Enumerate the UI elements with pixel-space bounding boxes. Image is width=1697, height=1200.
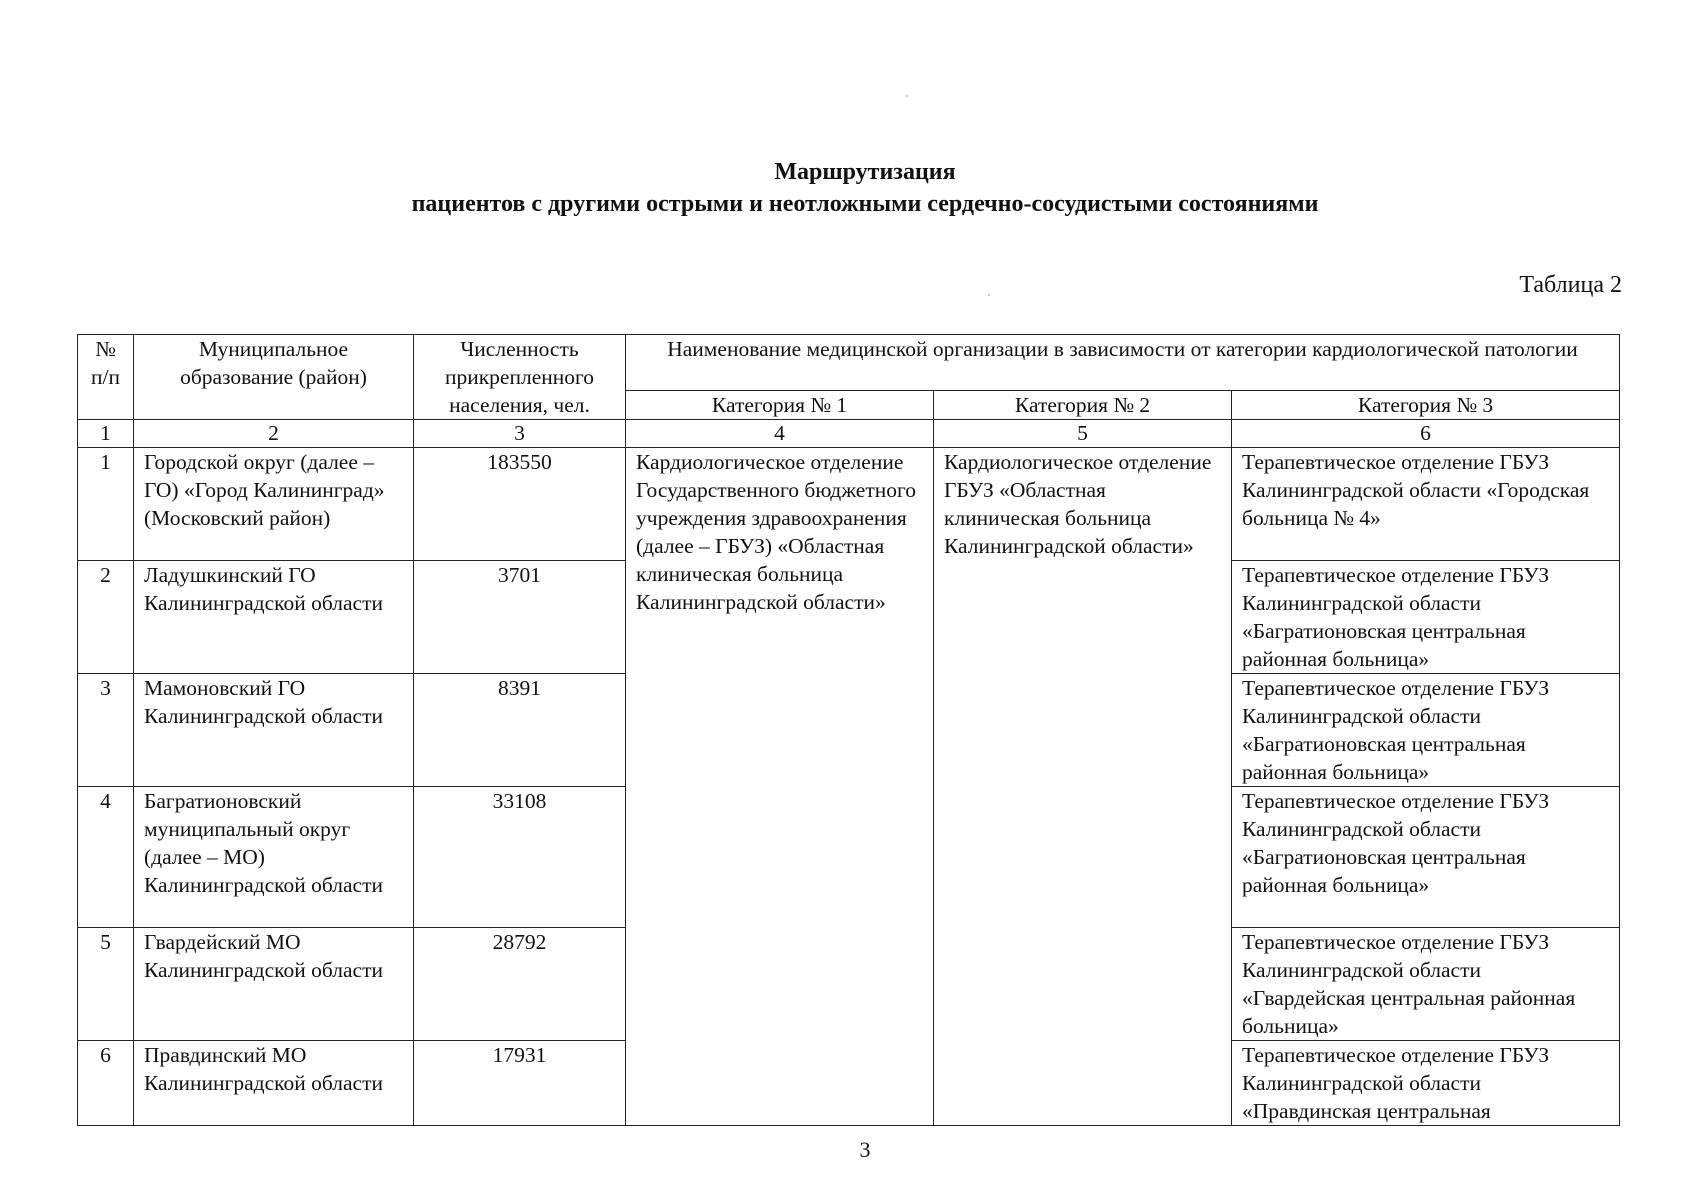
row-population: 28792: [414, 928, 626, 1041]
header-population: Численность прикрепленного населения, чел.: [414, 335, 626, 420]
row-num: 1: [78, 448, 134, 561]
row-municipality: Багратионовский муниципальный округ (далее – МО) Калининградской области: [134, 787, 414, 928]
row-cat3: Терапевтическое отделение ГБУЗ Калининградской области «Багратионовская центральная районная больница»: [1232, 787, 1620, 928]
table-label: Таблица 2: [1519, 272, 1622, 298]
header-cat1: Категория № 1: [626, 391, 934, 420]
row-cat3: Терапевтическое отделение ГБУЗ Калининградской области «Багратионовская центральная районная больница»: [1232, 561, 1620, 674]
cat2-organization: Кардиологическое отделение ГБУЗ «Областная клиническая больница Калининградской области»: [934, 448, 1232, 1126]
header-num: № п/п: [78, 335, 134, 420]
col-number: 4: [626, 420, 934, 448]
header-cat2: Категория № 2: [934, 391, 1232, 420]
row-municipality: Городской округ (далее – ГО) «Город Калининград» (Московский район): [134, 448, 414, 561]
row-num: 5: [78, 928, 134, 1041]
row-municipality: Мамоновский ГО Калининградской области: [134, 674, 414, 787]
header-org: Наименование медицинской организации в зависимости от категории кардиологической патологии: [626, 335, 1620, 391]
row-cat3: Терапевтическое отделение ГБУЗ Калининградской области «Багратионовская центральная районная больница»: [1232, 674, 1620, 787]
col-number: 1: [78, 420, 134, 448]
row-cat3: Терапевтическое отделение ГБУЗ Калининградской области «Городская больница № 4»: [1232, 448, 1620, 561]
row-population: 33108: [414, 787, 626, 928]
scan-speck: [906, 95, 908, 97]
document-subtitle: пациентов с другими острыми и неотложными сердечно-сосудистыми состояниями: [411, 191, 1319, 217]
row-cat3: Терапевтическое отделение ГБУЗ Калининградской области «Правдинская центральная: [1232, 1041, 1620, 1126]
col-number: 5: [934, 420, 1232, 448]
header-cat3: Категория № 3: [1232, 391, 1620, 420]
col-number: 2: [134, 420, 414, 448]
document-title: Маршрутизация: [774, 159, 956, 185]
row-population: 183550: [414, 448, 626, 561]
row-population: 3701: [414, 561, 626, 674]
header-municipality: Муниципальное образование (район): [134, 335, 414, 420]
row-population: 8391: [414, 674, 626, 787]
row-municipality: Правдинский МО Калининградской области: [134, 1041, 414, 1126]
col-number: 3: [414, 420, 626, 448]
row-num: 2: [78, 561, 134, 674]
row-num: 4: [78, 787, 134, 928]
row-num: 3: [78, 674, 134, 787]
scan-speck: [988, 294, 990, 296]
row-num: 6: [78, 1041, 134, 1126]
table-row: [78, 448, 1620, 561]
row-municipality: Ладушкинский ГО Калининградской области: [134, 561, 414, 674]
col-number: 6: [1232, 420, 1620, 448]
row-population: 17931: [414, 1041, 626, 1126]
cat1-organization: Кардиологическое отделение Государственного бюджетного учреждения здравоохранения (далее – ГБУЗ) «Областная клиническая больница Калининградской области»: [626, 448, 934, 1126]
routing-table: [77, 334, 1620, 1126]
row-municipality: Гвардейский МО Калининградской области: [134, 928, 414, 1041]
page-number: 3: [859, 1137, 871, 1162]
row-cat3: Терапевтическое отделение ГБУЗ Калининградской области «Гвардейская центральная районная больница»: [1232, 928, 1620, 1041]
